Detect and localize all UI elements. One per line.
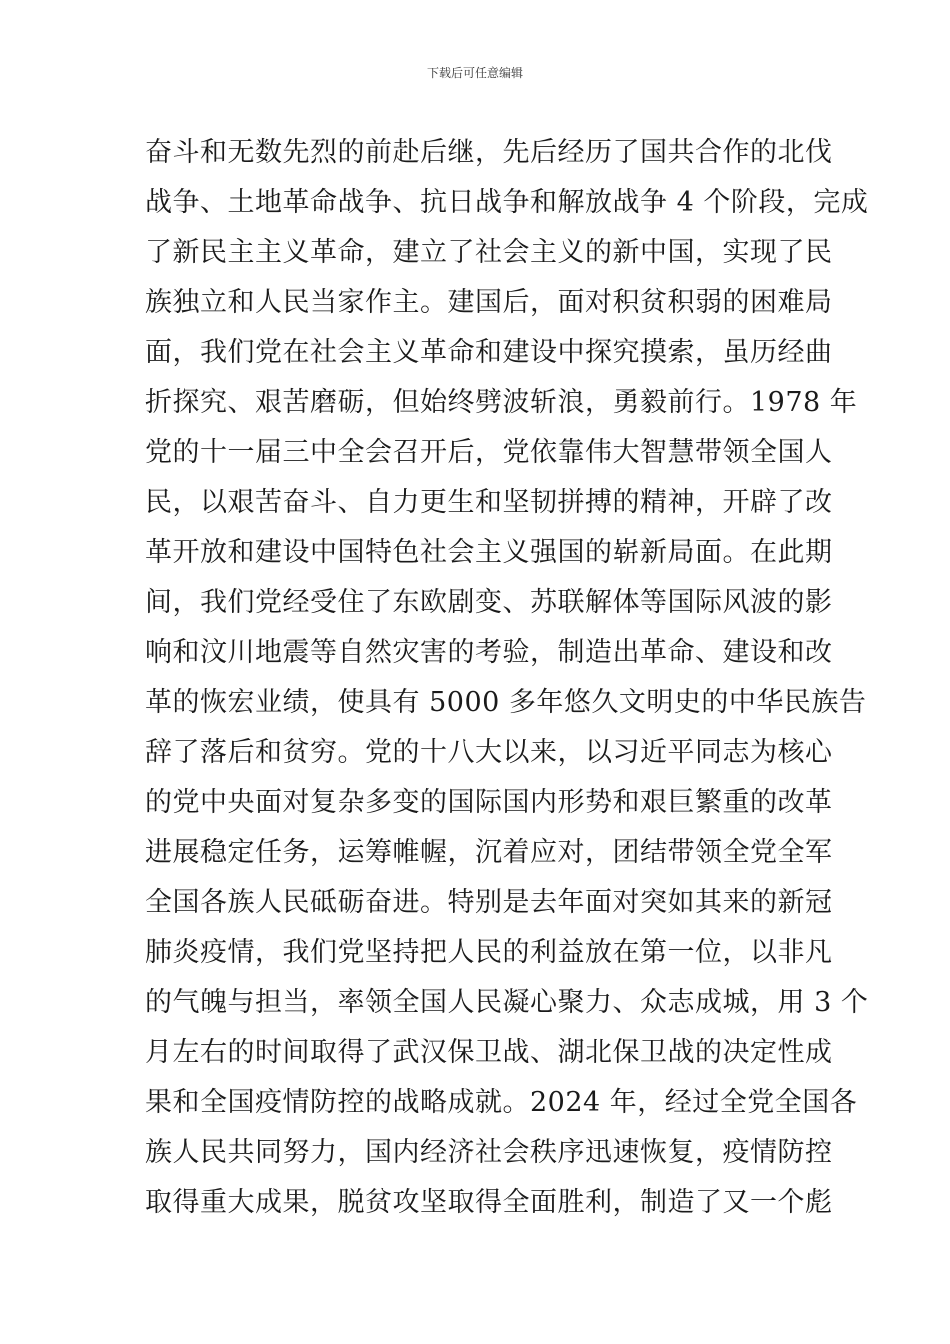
text-line: 折探究、艰苦磨砺，但始终劈波斩浪，勇毅前行。1978 年 bbox=[145, 387, 858, 418]
text-line: 族独立和人民当家作主。建国后，面对积贫积弱的困难局 bbox=[145, 287, 833, 318]
text-line: 革的恢宏业绩，使具有 5000 多年悠久文明史的中华民族告 bbox=[145, 687, 867, 718]
page-header: 下载后可任意编辑 bbox=[426, 66, 523, 80]
text-line: 革开放和建设中国特色社会主义强国的崭新局面。在此期 bbox=[145, 537, 833, 568]
text-line: 奋斗和无数先烈的前赴后继，先后经历了国共合作的北伐 bbox=[145, 137, 833, 168]
text-line: 取得重大成果，脱贫攻坚取得全面胜利，制造了又一个彪 bbox=[145, 1187, 833, 1218]
text-line: 民，以艰苦奋斗、自力更生和坚韧拼搏的精神，开辟了改 bbox=[145, 487, 833, 518]
text-line: 间，我们党经受住了东欧剧变、苏联解体等国际风波的影 bbox=[145, 587, 833, 618]
text-line: 的气魄与担当，率领全国人民凝心聚力、众志成城，用 3 个 bbox=[145, 987, 869, 1018]
text-line: 面，我们党在社会主义革命和建设中探究摸索，虽历经曲 bbox=[145, 337, 833, 368]
text-line: 的党中央面对复杂多变的国际国内形势和艰巨繁重的改革 bbox=[145, 787, 833, 818]
text-line: 月左右的时间取得了武汉保卫战、湖北保卫战的决定性成 bbox=[145, 1037, 833, 1068]
body-paragraph bbox=[145, 130, 869, 1230]
text-line: 果和全国疫情防控的战略成就。2024 年，经过全党全国各 bbox=[145, 1087, 858, 1118]
text-line: 辞了落后和贫穷。党的十八大以来，以习近平同志为核心 bbox=[145, 737, 833, 768]
text-line: 党的十一届三中全会召开后，党依靠伟大智慧带领全国人 bbox=[145, 437, 833, 468]
text-line: 战争、土地革命战争、抗日战争和解放战争 4 个阶段，完成 bbox=[145, 187, 869, 218]
text-line: 肺炎疫情，我们党坚持把人民的利益放在第一位，以非凡 bbox=[145, 937, 833, 968]
text-line: 了新民主主义革命，建立了社会主义的新中国，实现了民 bbox=[145, 237, 833, 268]
text-line: 全国各族人民砥砺奋进。特别是去年面对突如其来的新冠 bbox=[145, 887, 833, 918]
text-line: 响和汶川地震等自然灾害的考验，制造出革命、建设和改 bbox=[145, 637, 833, 668]
text-line: 族人民共同努力，国内经济社会秩序迅速恢复，疫情防控 bbox=[145, 1137, 833, 1168]
text-line: 进展稳定任务，运筹帷幄，沉着应对，团结带领全党全军 bbox=[145, 837, 833, 868]
